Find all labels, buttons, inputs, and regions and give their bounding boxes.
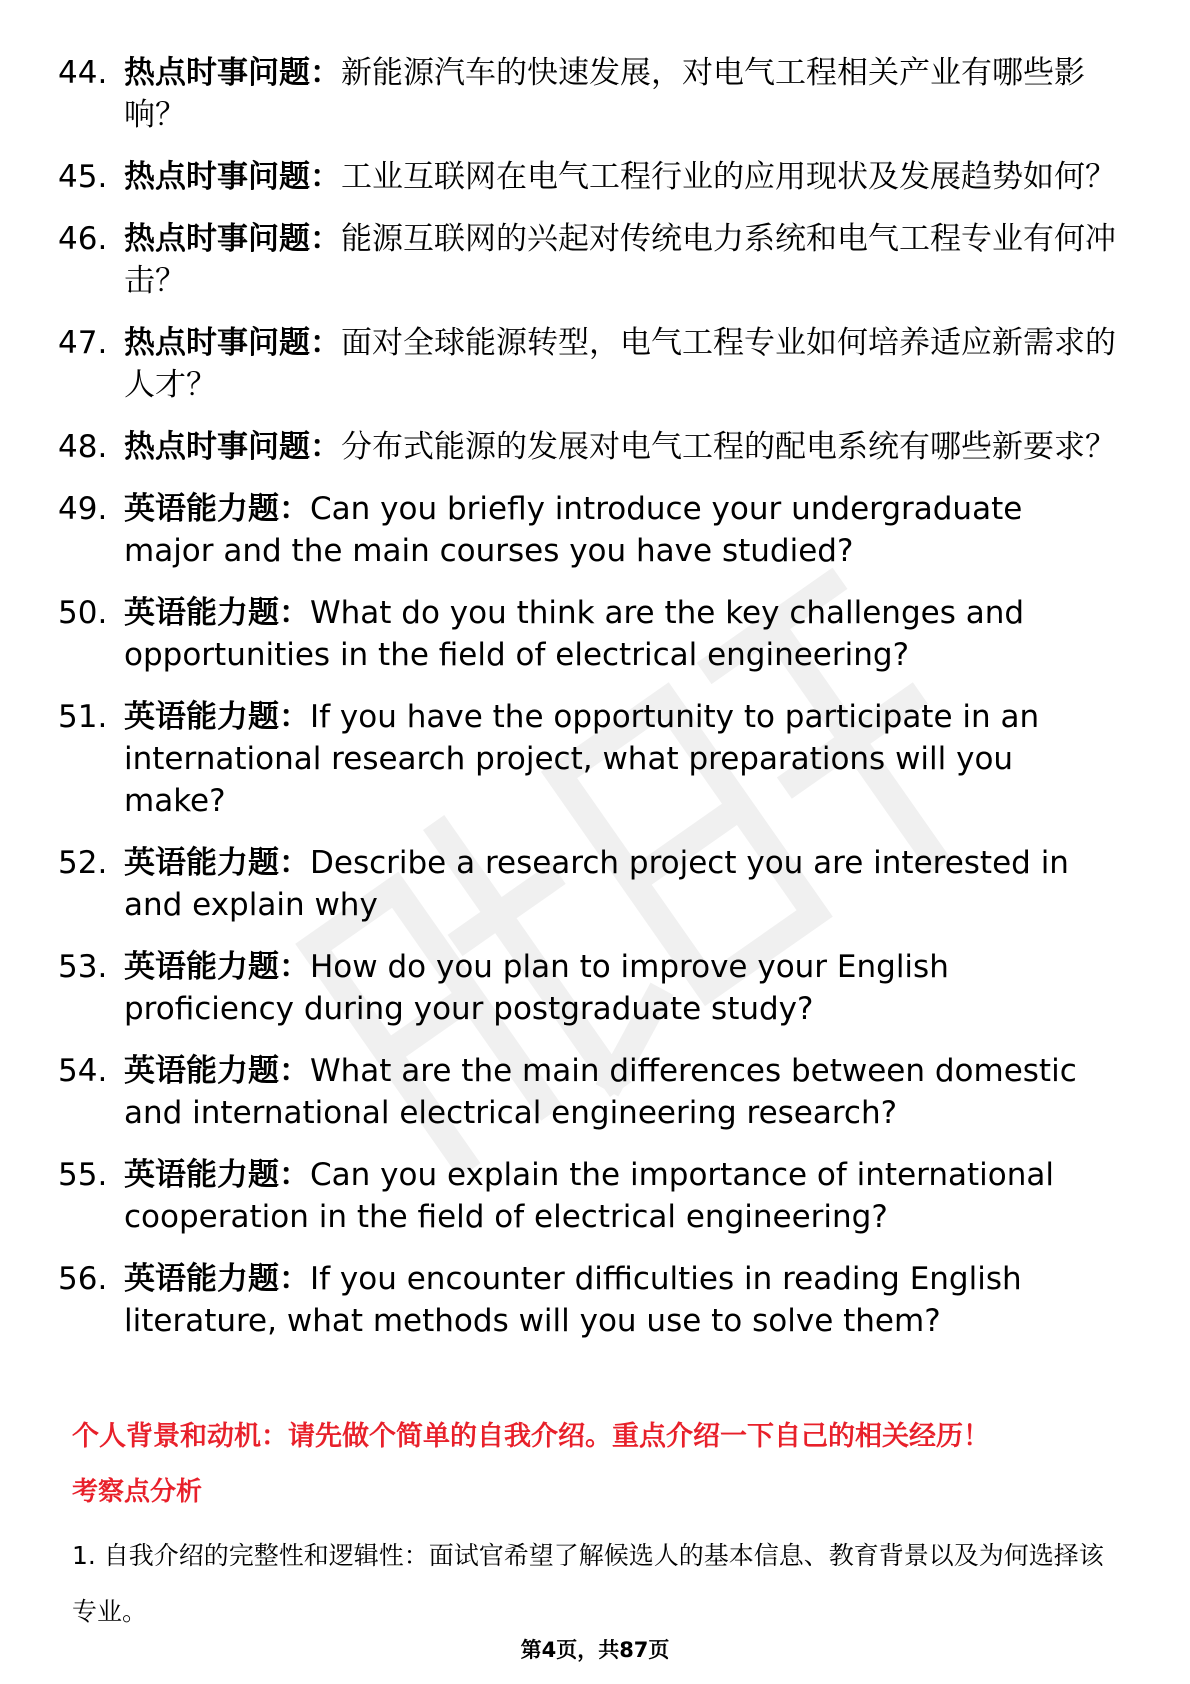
question-category: 热点时事问题： — [124, 325, 341, 361]
question-category: 英语能力题： — [124, 1157, 310, 1193]
question-text: What are the main differences between domestic and international electrical engineering research? — [124, 1053, 1077, 1131]
question-item — [58, 1154, 1118, 1238]
question-body — [124, 1050, 1118, 1134]
question-text: Describe a research project you are interested in and explain why — [124, 845, 1069, 923]
question-number: 46. — [58, 221, 108, 257]
question-body — [124, 842, 1118, 926]
question-body — [124, 592, 1118, 676]
question-category: 英语能力题： — [124, 949, 310, 985]
analysis-heading: 考察点分析 — [72, 1477, 203, 1507]
question-body — [124, 1258, 1118, 1342]
question-text: Can you briefly introduce your undergraduate major and the main courses you have studied? — [124, 491, 1023, 569]
question-number: 45. — [58, 159, 108, 195]
question-body — [124, 52, 1118, 136]
question-body — [124, 322, 1118, 406]
question-text: 分布式能源的发展对电气工程的配电系统有哪些新要求？ — [341, 429, 1116, 465]
question-text: 能源互联网的兴起对传统电力系统和电气工程专业有何冲击？ — [124, 221, 1116, 299]
question-category: 英语能力题： — [124, 595, 310, 631]
question-body — [124, 946, 1118, 1030]
question-number: 56. — [58, 1261, 108, 1297]
question-text: 新能源汽车的快速发展，对电气工程相关产业有哪些影响？ — [124, 55, 1085, 133]
question-number: 51. — [58, 699, 108, 735]
question-category: 热点时事问题： — [124, 55, 341, 91]
question-category: 英语能力题： — [124, 1261, 310, 1297]
question-number: 44. — [58, 55, 108, 91]
question-body — [124, 218, 1118, 302]
question-body — [124, 696, 1118, 822]
question-category: 英语能力题： — [124, 699, 310, 735]
question-text: Can you explain the importance of international cooperation in the field of electrical engineering? — [124, 1157, 1054, 1235]
question-category: 英语能力题： — [124, 491, 310, 527]
question-category: 热点时事问题： — [124, 429, 341, 465]
question-number: 49. — [58, 491, 108, 527]
question-item — [58, 156, 1118, 198]
question-item — [58, 592, 1118, 676]
question-text: What do you think are the key challenges and opportunities in the field of electrical engineering? — [124, 595, 1025, 673]
question-item — [58, 488, 1118, 572]
question-item — [58, 946, 1118, 1030]
question-text: 工业互联网在电气工程行业的应用现状及发展趋势如何？ — [341, 159, 1116, 195]
question-number: 54. — [58, 1053, 108, 1089]
question-item — [58, 1050, 1118, 1134]
section-title: 个人背景和动机：请先做个简单的自我介绍。重点介绍一下自己的相关经历！ — [72, 1421, 990, 1452]
analysis-item: 1. 自我介绍的完整性和逻辑性：面试官希望了解候选人的基本信息、教育背景以及为何选择该专业。 — [72, 1541, 1104, 1626]
question-category: 热点时事问题： — [124, 159, 341, 195]
question-number: 52. — [58, 845, 108, 881]
question-body — [124, 156, 1118, 198]
question-category: 英语能力题： — [124, 1053, 310, 1089]
question-item — [58, 52, 1118, 136]
question-number: 55. — [58, 1157, 108, 1193]
question-item — [58, 218, 1118, 302]
question-text: 面对全球能源转型，电气工程专业如何培养适应新需求的人才？ — [124, 325, 1116, 403]
question-item — [58, 426, 1118, 468]
question-number: 53. — [58, 949, 108, 985]
question-category: 英语能力题： — [124, 845, 310, 881]
question-body — [124, 426, 1118, 468]
question-list — [58, 52, 1118, 1362]
question-item — [58, 322, 1118, 406]
question-body — [124, 1154, 1118, 1238]
question-category: 热点时事问题： — [124, 221, 341, 257]
question-number: 48. — [58, 429, 108, 465]
question-text: If you have the opportunity to participate in an international research project, what preparations will you make? — [124, 699, 1040, 819]
question-item — [58, 1258, 1118, 1342]
question-text: If you encounter difficulties in reading English literature, what methods will you use to solve them? — [124, 1261, 1022, 1339]
question-text: How do you plan to improve your English proficiency during your postgraduate study? — [124, 949, 949, 1027]
question-number: 50. — [58, 595, 108, 631]
question-number: 47. — [58, 325, 108, 361]
page-number: 第4页，共87页 — [520, 1638, 670, 1662]
question-body — [124, 488, 1118, 572]
question-item — [58, 842, 1118, 926]
question-item — [58, 696, 1118, 822]
